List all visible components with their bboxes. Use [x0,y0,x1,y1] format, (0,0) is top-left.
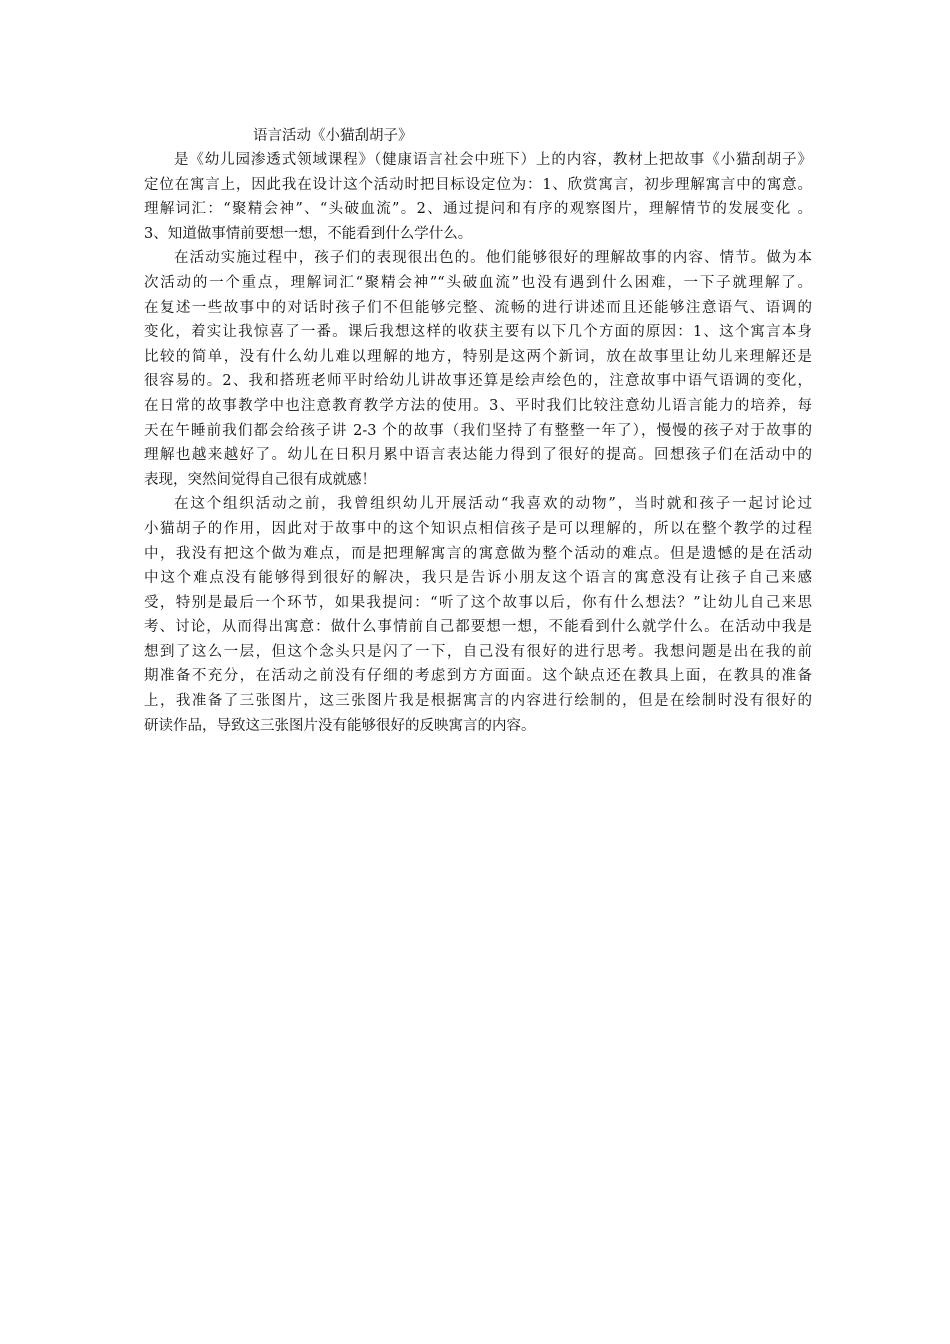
document-page [144,124,812,738]
paragraph-line: 中这个难点没有能够得到很好的解决，我只是告诉小朋友这个语言的寓意没有让孩子自己来感 [144,570,812,587]
paragraph-line: 在活动实施过程中，孩子们的表现很出色的。他们能够很好的理解故事的内容、情节。做为本 [174,250,812,267]
paragraph-line: 理解词汇：“聚精会神”、“头破血流”。2、通过提问和有序的观察图片，理解情节的发展变化 。 [144,201,812,218]
paragraph-line: 受，特别是最后一个环节，如果我提问：“听了这个故事以后，你有什么想法？”让幼儿自己来思 [144,594,812,611]
paragraph-line: 在日常的故事教学中也注意教育教学方法的使用。3、平时我们比较注意幼儿语言能力的培养，每 [144,397,812,414]
document-title: 语言活动《小猫刮胡子》 [253,128,413,144]
paragraph-line: 表现，突然间觉得自己很有成就感！ [144,471,376,488]
paragraph-line: 是《幼儿园渗透式领域课程》（健康语言社会中班下）上的内容，教材上把故事《小猫刮胡子》 [174,152,812,168]
paragraph-line: 研读作品，导致这三张图片没有能够很好的反映寓言的内容。 [144,717,536,734]
paragraph-line: 在这个组织活动之前，我曾组织幼儿开展活动“我喜欢的动物”，当时就和孩子一起讨论过 [174,496,812,513]
paragraph-line: 天在午睡前我们都会给孩子讲 2-3 个的故事（我们坚持了有整整一年了），慢慢的孩子对于故事的 [144,422,812,439]
paragraph-line: 想到了这么一层，但这个念头只是闪了一下，自己没有很好的进行思考。我想问题是出在我的前 [144,643,812,660]
paragraph-line: 期准备不充分，在活动之前没有仔细的考虑到方方面面。这个缺点还在教具上面，在教具的准备 [144,668,812,685]
paragraph-line: 考、讨论，从而得出寓意：做什么事情前自己都要想一想，不能看到什么就学什么。在活动中我是 [144,619,812,636]
paragraph-line: 在复述一些故事中的对话时孩子们不但能够完整、流畅的进行讲述而且还能够注意语气、语调的 [144,299,812,316]
paragraph-line: 小猫胡子的作用，因此对于故事中的这个知识点相信孩子是可以理解的，所以在整个教学的过程 [144,520,812,537]
paragraph-line: 定位在寓言上，因此我在设计这个活动时把目标设定位为：1、欣赏寓言，初步理解寓言中的寓意。 [144,176,812,193]
paragraph-line: 很容易的。2、我和搭班老师平时给幼儿讲故事还算是绘声绘色的，注意故事中语气语调的变化， [144,373,812,390]
paragraph-line: 理解也越来越好了。幼儿在日积月累中语言表达能力得到了很好的提高。回想孩子们在活动中的 [144,447,812,464]
paragraph-1 [144,148,812,246]
paragraph-3 [144,492,812,738]
paragraph-line: 比较的简单，没有什么幼儿难以理解的地方，特别是这两个新词，放在故事里让幼儿来理解还是 [144,348,812,365]
paragraph-line: 上，我准备了三张图片，这三张图片我是根据寓言的内容进行绘制的，但是在绘制时没有很好的 [144,693,812,710]
paragraph-line: 次活动的一个重点，理解词汇“聚精会神”“头破血流”也没有遇到什么困难，一下子就理解了。 [144,274,812,291]
paragraph-line: 3、知道做事情前要想一想，不能看到什么学什么。 [144,225,473,242]
paragraph-line: 变化，着实让我惊喜了一番。课后我想这样的收获主要有以下几个方面的原因：1、这个寓言本身 [144,324,812,341]
paragraph-line: 中，我没有把这个做为难点，而是把理解寓言的寓意做为整个活动的难点。但是遗憾的是在活动 [144,545,812,562]
paragraph-2 [144,246,812,492]
